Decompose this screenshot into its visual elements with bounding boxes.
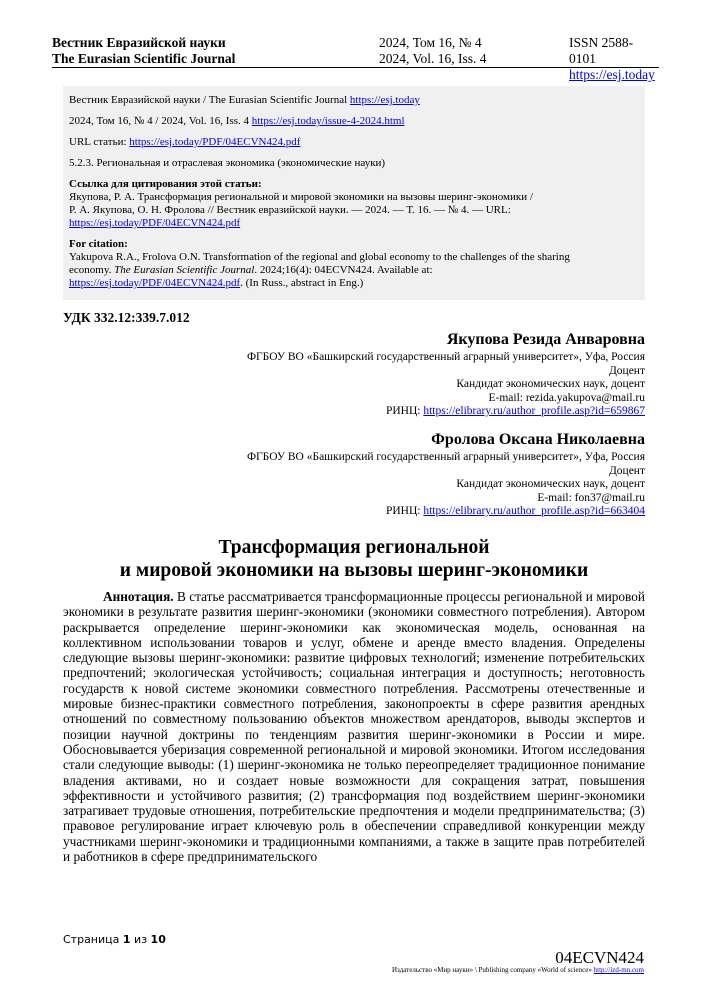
author-name: Фролова Оксана Николаевна xyxy=(431,431,645,448)
article-title: Трансформация региональной и мировой экономики на вызовы шеринг-экономики xyxy=(119,537,589,581)
author-rinc: РИНЦ: https://elibrary.ru/author_profile.asp?id=663404 xyxy=(385,505,645,518)
citation-en-label: For citation: xyxy=(69,238,128,250)
citation-ru-link[interactable]: https://esj.today/PDF/04ECVN424.pdf xyxy=(69,217,241,229)
article-code: 04ECVN424 xyxy=(555,948,644,967)
author-affiliation: ФГБОУ ВО «Башкирский государственный аграрный университет», Уфа, Россия xyxy=(246,351,645,363)
journal-link[interactable]: https://esj.today xyxy=(349,94,420,106)
author-rinc: РИНЦ: https://elibrary.ru/author_profile.asp?id=659867 xyxy=(385,405,645,418)
header-issue xyxy=(379,35,487,67)
author-block xyxy=(247,430,645,519)
journal-name-en: The Eurasian Scientific Journal xyxy=(52,51,236,66)
citation-en-link[interactable]: https://esj.today/PDF/04ECVN424.pdf xyxy=(69,277,241,289)
info-specialty-line: 5.2.3. Региональная и отраслевая экономика (экономические науки) xyxy=(69,157,386,169)
publisher-link[interactable]: http://izd-mn.com xyxy=(593,966,644,974)
issn: ISSN 2588-0101 xyxy=(569,35,634,66)
issue-en: 2024, Vol. 16, Iss. 4 xyxy=(379,51,487,66)
abstract-text: В статье рассматривается трансформационные процессы региональной и мировой экономики в результате развития шеринг-экономики (экономики совместного потребления). Автором раскрывается определение шеринг-экономики как экономическая модель, основанная на коллективном использовании товаров и услуг, обмене и аренде вместо владения. Определены следующие вызовы шеринг-экономики: развитие цифровых технологий; изменение потребительских предпочтений; экологическая устойчивость; социальная интеграция и доступность; неготовность государств к новой системе экономики совместного потребления. Рассмотрены отечественные и мировые бизнес-практики совместного потребления, законопроекты в сфере развития арендных отношений по совместному пользованию объектов множеством арендаторов, выводы экспертов и позиции научной доктрины по тенденциям развития шеринг-экономики в России и мире. Обосновывается уберизация современной региональной и мировой экономики. Итогом исследования стали следующие выводы: (1) шеринг-экономика не только переопределяет традиционное понимание владения активами, но и создает новые возможности для сокращения затрат, повышения эффективности и устойчивого развития; (2) трансформация под воздействием шеринг-экономики затрагивает трудовые отношения, потребительские предпочтения и модели предпринимательства; (3) правовое регулирование играет ключевую роль в обеспечении справедливой конкуренции между участниками шеринг-экономики и традиционными компаниями, а также в защите прав потребителей и работников в сфере предпринимательского xyxy=(63,589,645,865)
issue-ru: 2024, Том 16, № 4 xyxy=(379,35,482,50)
info-journal-line: Вестник Евразийской науки / The Eurasian Scientific Journal https://esj.today xyxy=(69,94,420,106)
author-position: Доцент xyxy=(608,364,645,377)
author-position: Доцент xyxy=(608,464,645,477)
citation-en: For citation: Yakupova R.A., Frolova O.N. Transformation of the regional and global economy to the challenges of the sharing economy. The Eurasian Scientific Journal. 2024;16(4): 04ECVN424. Available at: https://esj.today/PDF/04ECVN424.pdf. (In Russ., abstract in Eng.) xyxy=(69,238,570,289)
rinc-link[interactable]: https://elibrary.ru/author_profile.asp?id=659867 xyxy=(423,405,645,418)
rinc-link[interactable]: https://elibrary.ru/author_profile.asp?id=663404 xyxy=(423,505,645,518)
site-link[interactable]: https://esj.today xyxy=(569,67,655,82)
abstract xyxy=(63,589,645,864)
header-journal-names xyxy=(52,35,235,67)
page-number: Страница 1 из 10 xyxy=(63,933,166,946)
citation-ru-label: Ссылка для цитирования этой статьи: xyxy=(69,178,262,190)
udk-code: УДК 332.12:339.7.012 xyxy=(63,310,190,325)
citation-ru: Ссылка для цитирования этой статьи: Якупова, Р. А. Трансформация региональной и мировой экономики на вызовы шеринг-экономики / Р. А. Якупова, О. Н. Фролова // Вестник евразийской науки. — 2024. — Т. 16. — № 4. — URL: https://esj.today/PDF/04ECVN424.pdf xyxy=(69,178,533,229)
journal-name-ru: Вестник Евразийской науки xyxy=(52,35,226,50)
article-info-box xyxy=(63,86,645,300)
author-email: E-mail: rezida.yakupova@mail.ru xyxy=(488,391,645,404)
publisher-line: Издательство «Мир науки» \ Publishing company «World of science» http://izd-mn.com xyxy=(392,966,644,974)
abstract-label: Аннотация. xyxy=(103,589,174,604)
author-block xyxy=(247,330,645,419)
running-header xyxy=(52,35,659,82)
article-url-link[interactable]: https://esj.today/PDF/04ECVN424.pdf xyxy=(129,136,301,148)
author-affiliation: ФГБОУ ВО «Башкирский государственный аграрный университет», Уфа, Россия xyxy=(246,451,645,463)
author-name: Якупова Резида Анваровна xyxy=(446,331,645,348)
info-issue-line: 2024, Том 16, № 4 / 2024, Vol. 16, Iss. 4 https://esj.today/issue-4-2024.html xyxy=(69,115,405,127)
author-email: E-mail: fon37@mail.ru xyxy=(537,491,645,504)
author-degree: Кандидат экономических наук, доцент xyxy=(456,478,645,491)
issue-link[interactable]: https://esj.today/issue-4-2024.html xyxy=(251,115,405,127)
header-issn xyxy=(569,35,659,83)
info-url-line: URL статьи: https://esj.today/PDF/04ECVN424.pdf xyxy=(69,136,301,148)
author-degree: Кандидат экономических наук, доцент xyxy=(456,378,645,391)
